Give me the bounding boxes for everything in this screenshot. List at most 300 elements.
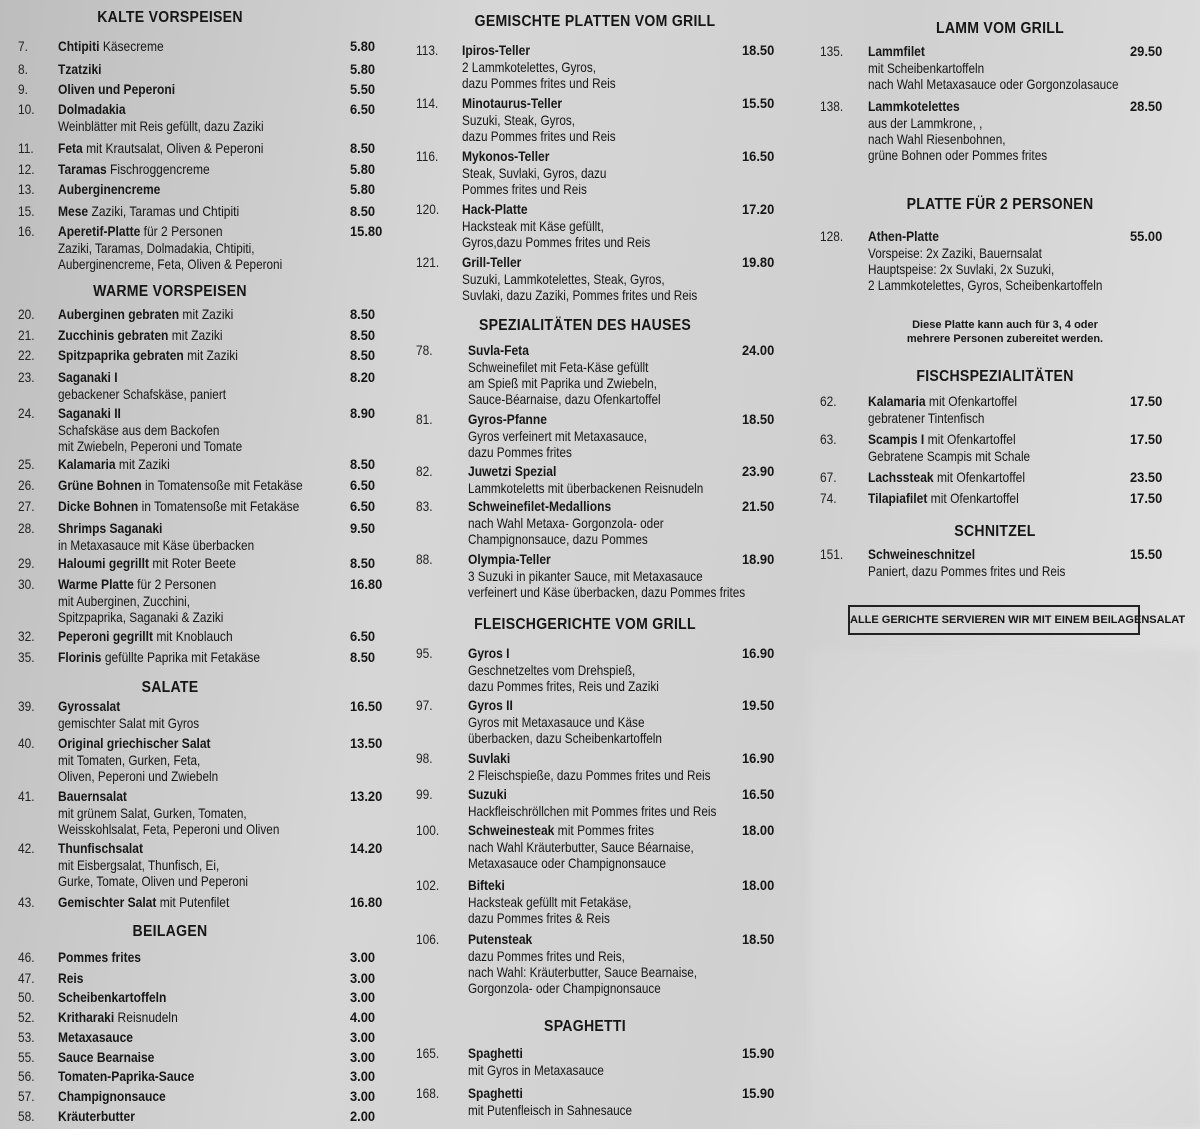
item-price: 5.80 [350,161,376,177]
item-number: 168. [416,1085,440,1101]
item-number: 13. [18,181,35,197]
item-description-line: gemischter Salat mit Gyros [58,714,200,731]
item-title-line [468,463,556,480]
item-description-line: Hacksteak mit Käse gefüllt, [462,217,604,234]
item-title-line [58,369,118,386]
item-description-line: Spitzpaprika, Saganaki & Zaziki [58,608,224,625]
item-number: 95. [416,645,433,661]
item-price: 16.50 [350,698,383,714]
item-title-line [468,931,532,948]
item-number: 53. [18,1029,35,1045]
section-heading: WARME VORSPEISEN [93,283,247,300]
item-description-line: dazu Pommes frites [468,443,572,460]
item-title-line [58,894,229,911]
item-description-line: Auberginencreme, Feta, Oliven & Peperoni [58,255,283,272]
item-number: 41. [18,788,35,804]
item-title-line [468,697,513,714]
item-description-line: Gyros mit Metaxasauce und Käse [468,713,645,730]
item-description-line: Gyros verfeinert mit Metaxasauce, [468,427,648,444]
item-number: 55. [18,1049,35,1065]
item-title-line [468,1085,523,1102]
item-inline-description: mit Zaziki [171,327,223,343]
item-name: Spaghetti [468,1085,523,1101]
item-price: 16.90 [742,645,775,661]
item-number: 23. [18,369,35,385]
item-price: 55.00 [1130,228,1163,244]
item-name: Juwetzi Spezial [468,463,557,479]
item-description-line: Steak, Suvlaki, Gyros, dazu [462,164,607,181]
item-description-line: mit grünem Salat, Gurken, Tomaten, [58,804,247,821]
item-description-line: Gebratene Scampis mit Schale [868,447,1031,464]
item-number: 16. [18,223,35,239]
item-price: 9.50 [350,520,376,536]
item-title-line [58,161,210,178]
item-inline-description: in Tomatensoße mit Fetakäse [144,477,303,493]
item-name: Shrimps Saganaki [58,520,163,536]
section-heading: SALATE [141,679,199,696]
item-title-line [58,628,233,645]
item-number: 57. [18,1088,35,1104]
item-number: 22. [18,347,35,363]
item-name: Aperetif-Platte [58,223,141,239]
item-price: 8.50 [350,649,376,665]
item-title-line [58,1068,194,1085]
item-price: 23.90 [742,463,775,479]
item-name: Taramas [58,161,107,177]
item-description-line: Hacksteak gefüllt mit Fetakäse, [468,893,632,910]
item-name: Oliven und Peperoni [58,81,176,97]
item-number: 40. [18,735,35,751]
item-inline-description: mit Ofenkartoffel [936,469,1026,485]
item-description-line: Zaziki, Taramas, Dolmadakia, Chtipiti, [58,239,255,256]
item-description-line: Metaxasauce oder Champignonsauce [468,854,667,871]
item-name: Kalamaria [868,393,926,409]
blurred-area [810,650,1200,1129]
platter-note-line: mehrere Personen zubereitet werden. [906,333,1104,345]
item-number: 7. [18,38,28,54]
item-inline-description: für 2 Personen [143,223,223,239]
item-name: Tzatziki [58,61,102,77]
item-title-line [58,840,143,857]
item-number: 30. [18,576,35,592]
section-heading: SCHNITZEL [954,523,1036,540]
item-description-line: Suzuki, Steak, Gyros, [462,111,576,128]
item-inline-description: Reisnudeln [117,1009,178,1025]
item-price: 18.50 [742,411,775,427]
item-number: 20. [18,306,35,322]
item-description-line: Lammkoteletts mit überbackenen Reisnudeln [468,479,704,496]
item-description-line: Gurke, Tomate, Oliven und Peperoni [58,872,249,889]
item-name: Mese [58,203,89,219]
item-inline-description: mit Zaziki [118,456,170,472]
item-title-line [58,306,233,323]
item-price: 3.00 [350,989,376,1005]
item-name: Haloumi gegrillt [58,555,149,571]
item-description-line: mit Eisbergsalat, Thunfisch, Ei, [58,856,220,873]
item-number: 83. [416,498,433,514]
item-name: Putensteak [468,931,533,947]
item-price: 18.90 [742,551,775,567]
item-inline-description: mit Pommes frites [557,822,655,838]
item-number: 88. [416,551,433,567]
item-title-line [58,970,83,987]
item-title-line [868,98,960,115]
item-name: Peperoni gegrillt [58,628,154,644]
item-price: 19.50 [742,697,775,713]
item-description-line: Weisskohlsalat, Feta, Peperoni und Oliven [58,820,280,837]
item-description-line: nach Wahl Metaxasauce oder Gorgonzolasauce [868,75,1119,92]
item-description-line: Gorgonzola- oder Champignonsauce [468,980,661,997]
item-name: Zucchinis gebraten [58,327,169,343]
item-number: 106. [416,931,440,947]
item-number: 82. [416,463,433,479]
item-number: 29. [18,555,35,571]
item-title-line [468,1045,523,1062]
item-name: Bauernsalat [58,788,127,804]
item-number: 21. [18,327,35,343]
item-name: Feta [58,140,83,156]
item-price: 3.00 [350,970,376,986]
item-price: 28.50 [1130,98,1163,114]
item-description-line: Pommes frites und Reis [462,180,587,197]
item-name: Thunfischsalat [58,840,143,856]
section-heading: GEMISCHTE PLATTEN VOM GRILL [474,13,716,30]
item-price: 16.80 [350,576,383,592]
item-price: 8.50 [350,456,376,472]
item-title-line [58,347,238,364]
item-number: 58. [18,1108,35,1124]
item-name: Gemischter Salat [58,894,157,910]
item-price: 24.00 [742,342,775,358]
item-name: Grill-Teller [462,254,522,270]
item-description-line: Schweinefilet mit Feta-Käse gefüllt [468,358,649,375]
item-description-line: in Metaxasauce mit Käse überbacken [58,536,255,553]
item-title-line [58,38,164,55]
item-price: 15.80 [350,223,383,239]
item-title-line [462,148,549,165]
item-title-line [868,431,1016,448]
item-name: Gyros-Pfanne [468,411,547,427]
item-number: 116. [416,148,439,164]
item-description-line: gebackener Schafskäse, paniert [58,385,227,402]
item-title-line [58,61,101,78]
section-heading: PLATTE FÜR 2 PERSONEN [906,196,1094,213]
item-number: 50. [18,989,35,1005]
item-name: Lammkotelettes [868,98,960,114]
item-description-line: gebratener Tintenfisch [868,409,985,426]
item-title-line [58,181,160,198]
item-description-line: mit Tomaten, Gurken, Feta, [58,751,201,768]
item-description-line: 2 Lammkotelettes, Gyros, Scheibenkartoffeln [868,277,1103,294]
item-title-line [868,469,1025,486]
item-name: Kalamaria [58,456,116,472]
item-title-line [462,42,530,59]
item-description-line: dazu Pommes frites & Reis [468,909,610,926]
item-number: 28. [18,520,35,536]
item-description-line: nach Wahl Metaxa- Gorgonzola- oder [468,514,664,531]
item-inline-description: Zaziki, Taramas und Chtipiti [91,203,240,219]
item-description-line: Sauce-Béarnaise, dazu Ofenkartoffel [468,391,661,408]
item-title-line [468,822,654,839]
item-title-line [58,81,175,98]
item-price: 15.90 [742,1045,775,1061]
item-name: Lachssteak [868,469,934,485]
item-description-line: aus der Lammkrone, , [868,114,983,131]
item-name: Saganaki II [58,405,121,421]
item-description-line: am Spieß mit Paprika und Zwiebeln, [468,374,657,391]
item-title-line [462,95,562,112]
item-number: 120. [416,201,440,217]
item-price: 17.50 [1130,431,1163,447]
item-price: 8.50 [350,306,376,322]
item-title-line [868,546,975,563]
item-title-line [58,576,216,593]
item-price: 16.50 [742,148,775,164]
item-price: 17.20 [742,201,775,217]
item-description-line: mit Scheibenkartoffeln [868,59,985,76]
item-name: Hack-Platte [462,201,528,217]
item-number: 10. [18,101,35,117]
item-inline-description: mit Ofenkartoffel [930,490,1019,506]
item-name: Ipiros-Teller [462,42,531,58]
item-inline-description: gefüllte Paprika mit Fetakäse [104,649,261,665]
item-title-line [58,649,260,666]
item-title-line [58,203,239,220]
item-price: 16.50 [742,786,775,802]
item-description-line: nach Wahl Kräuterbutter, Sauce Béarnaise, [468,838,694,855]
item-name: Grüne Bohnen [58,477,142,493]
item-number: 39. [18,698,35,714]
item-number: 9. [18,81,28,97]
item-name: Champignonsauce [58,1088,166,1104]
item-title-line [58,477,303,494]
item-price: 5.50 [350,81,376,97]
item-price: 17.50 [1130,490,1163,506]
item-title-line [468,411,547,428]
item-title-line [868,490,1019,507]
item-description-line: 3 Suzuki in pikanter Sauce, mit Metaxasauce [468,567,703,584]
item-price: 8.90 [350,405,376,421]
item-name: Suvlaki [468,750,511,766]
item-description-line: dazu Pommes frites, Reis und Zaziki [468,677,659,694]
item-number: 128. [820,228,844,244]
item-name: Original griechischer Salat [58,735,211,751]
section-heading: FISCHSPEZIALITÄTEN [916,368,1074,385]
item-price: 6.50 [350,628,376,644]
item-description-line: Schafskäse aus dem Backofen [58,421,220,438]
item-price: 8.50 [350,347,376,363]
item-price: 6.50 [350,101,376,117]
item-description-line: Gyros,dazu Pommes frites und Reis [462,233,651,250]
item-title-line [58,405,121,422]
item-number: 114. [416,95,439,111]
item-number: 98. [416,750,433,766]
section-heading: LAMM VOM GRILL [935,20,1065,37]
item-title-line [468,551,551,568]
item-price: 15.90 [742,1085,775,1101]
item-price: 15.50 [742,95,775,111]
item-description-line: Geschnetzeltes vom Drehspieß, [468,661,636,678]
item-description-line: Suvlaki, dazu Zaziki, Pommes frites und Reis [462,286,698,303]
item-name: Sauce Bearnaise [58,1049,155,1065]
item-price: 16.80 [350,894,383,910]
item-number: 32. [18,628,35,644]
item-description-line: verfeinert und Käse überbacken, dazu Pommes frites [468,583,746,600]
item-price: 8.50 [350,327,376,343]
item-number: 24. [18,405,35,421]
item-name: Gyrossalat [58,698,121,714]
item-inline-description: Fischroggencreme [109,161,210,177]
item-inline-description: mit Ofenkartoffel [928,393,1018,409]
item-name: Tomaten-Paprika-Sauce [58,1068,195,1084]
item-description-line: Oliven, Peperoni und Zwiebeln [58,767,219,784]
item-number: 47. [18,970,35,986]
item-name: Auberginencreme [58,181,161,197]
item-description-line: 2 Lammkotelettes, Gyros, [462,58,596,75]
item-title-line [462,254,521,271]
item-description-line: nach Wahl: Kräuterbutter, Sauce Bearnaise, [468,963,698,980]
item-description-line: mit Putenfleisch in Sahnesauce [468,1101,633,1118]
item-title-line [58,140,263,157]
item-title-line [58,1009,178,1026]
item-name: Schweinesteak [468,822,555,838]
item-name: Scampis I [868,431,925,447]
item-title-line [58,1029,133,1046]
item-name: Pommes frites [58,949,141,965]
item-title-line [58,788,127,805]
item-price: 17.50 [1130,393,1163,409]
item-name: Bifteki [468,877,505,893]
platter-note-line: Diese Platte kann auch für 3, 4 oder [912,319,1098,331]
item-price: 3.00 [350,949,376,965]
item-number: 15. [18,203,35,219]
item-description-line: grüne Bohnen oder Pommes frites [868,147,1048,164]
item-description-line: mit Auberginen, Zucchini, [58,592,191,609]
item-price: 6.50 [350,477,376,493]
item-price: 4.00 [350,1009,376,1025]
item-title-line [58,1049,154,1066]
item-number: 8. [18,61,28,77]
item-name: Minotaurus-Teller [462,95,563,111]
item-name: Kritharaki [58,1009,115,1025]
item-title-line [468,645,509,662]
item-name: Gyros I [468,645,510,661]
item-price: 18.50 [742,931,775,947]
item-number: 138. [820,98,844,114]
item-title-line [58,555,236,572]
item-description-line: Vorspeise: 2x Zaziki, Bauernsalat [868,244,1042,261]
item-number: 56. [18,1068,35,1084]
item-title-line [58,223,223,240]
item-number: 27. [18,498,35,514]
item-price: 29.50 [1130,43,1163,59]
item-inline-description: mit Zaziki [187,347,238,363]
item-number: 42. [18,840,35,856]
item-price: 3.00 [350,1049,376,1065]
item-title-line [58,1108,135,1125]
item-description-line: dazu Pommes frites und Reis, [468,947,625,964]
item-name: Athen-Platte [868,228,939,244]
item-number: 46. [18,949,35,965]
item-price: 23.50 [1130,469,1163,485]
item-price: 18.00 [742,877,775,893]
item-description-line: Suzuki, Lammkotelettes, Steak, Gyros, [462,270,665,287]
item-description-line: überbacken, dazu Scheibenkartoffeln [468,729,662,746]
item-title-line [58,735,211,752]
item-number: 81. [416,411,433,427]
item-title-line [468,877,505,894]
item-name: Tilapiafilet [868,490,928,506]
item-price: 16.90 [742,750,775,766]
item-name: Mykonos-Teller [462,148,550,164]
item-number: 74. [820,490,837,506]
item-number: 63. [820,431,837,447]
item-name: Florinis [58,649,102,665]
item-price: 8.20 [350,369,376,385]
item-title-line [58,989,166,1006]
item-title-line [468,342,529,359]
item-title-line [462,201,528,218]
item-description-line: mit Zwiebeln, Peperoni und Tomate [58,437,243,454]
item-number: 67. [820,469,837,485]
item-name: Scheibenkartoffeln [58,989,167,1005]
item-title-line [58,456,170,473]
item-description-line: Hauptspeise: 2x Suvlaki, 2x Suzuki, [868,260,1055,277]
item-price: 21.50 [742,498,775,514]
item-description-line: nach Wahl Riesenbohnen, [868,130,1006,147]
item-number: 165. [416,1045,440,1061]
item-name: Warme Platte [58,576,134,592]
item-title-line [58,101,126,118]
item-title-line [58,1088,166,1105]
item-inline-description: in Tomatensoße mit Fetakäse [141,498,300,514]
item-number: 151. [820,546,844,562]
item-price: 18.00 [742,822,775,838]
item-number: 43. [18,894,35,910]
item-price: 13.20 [350,788,383,804]
item-number: 100. [416,822,440,838]
item-number: 78. [416,342,433,358]
item-name: Olympia-Teller [468,551,551,567]
item-inline-description: Käsecreme [102,38,164,54]
item-title-line [868,228,939,245]
item-price: 8.50 [350,140,376,156]
item-name: Spitzpaprika gebraten [58,347,184,363]
item-number: 102. [416,877,440,893]
item-inline-description: für 2 Personen [137,576,217,592]
item-title-line [468,750,510,767]
item-name: Reis [58,970,84,986]
item-price: 2.00 [350,1108,376,1124]
item-price: 3.00 [350,1068,376,1084]
item-price: 6.50 [350,498,376,514]
section-heading: SPEZIALITÄTEN DES HAUSES [478,317,692,334]
item-price: 13.50 [350,735,383,751]
item-inline-description: mit Roter Beete [152,555,236,571]
item-number: 35. [18,649,35,665]
item-inline-description: mit Zaziki [182,306,234,322]
item-title-line [58,698,120,715]
item-price: 3.00 [350,1029,376,1045]
item-title-line [58,520,162,537]
item-name: Dolmadakia [58,101,126,117]
item-number: 26. [18,477,35,493]
item-title-line [868,43,925,60]
item-description-line: dazu Pommes frites und Reis [462,127,616,144]
item-number: 52. [18,1009,35,1025]
item-inline-description: mit Knoblauch [156,628,233,644]
item-number: 97. [416,697,433,713]
